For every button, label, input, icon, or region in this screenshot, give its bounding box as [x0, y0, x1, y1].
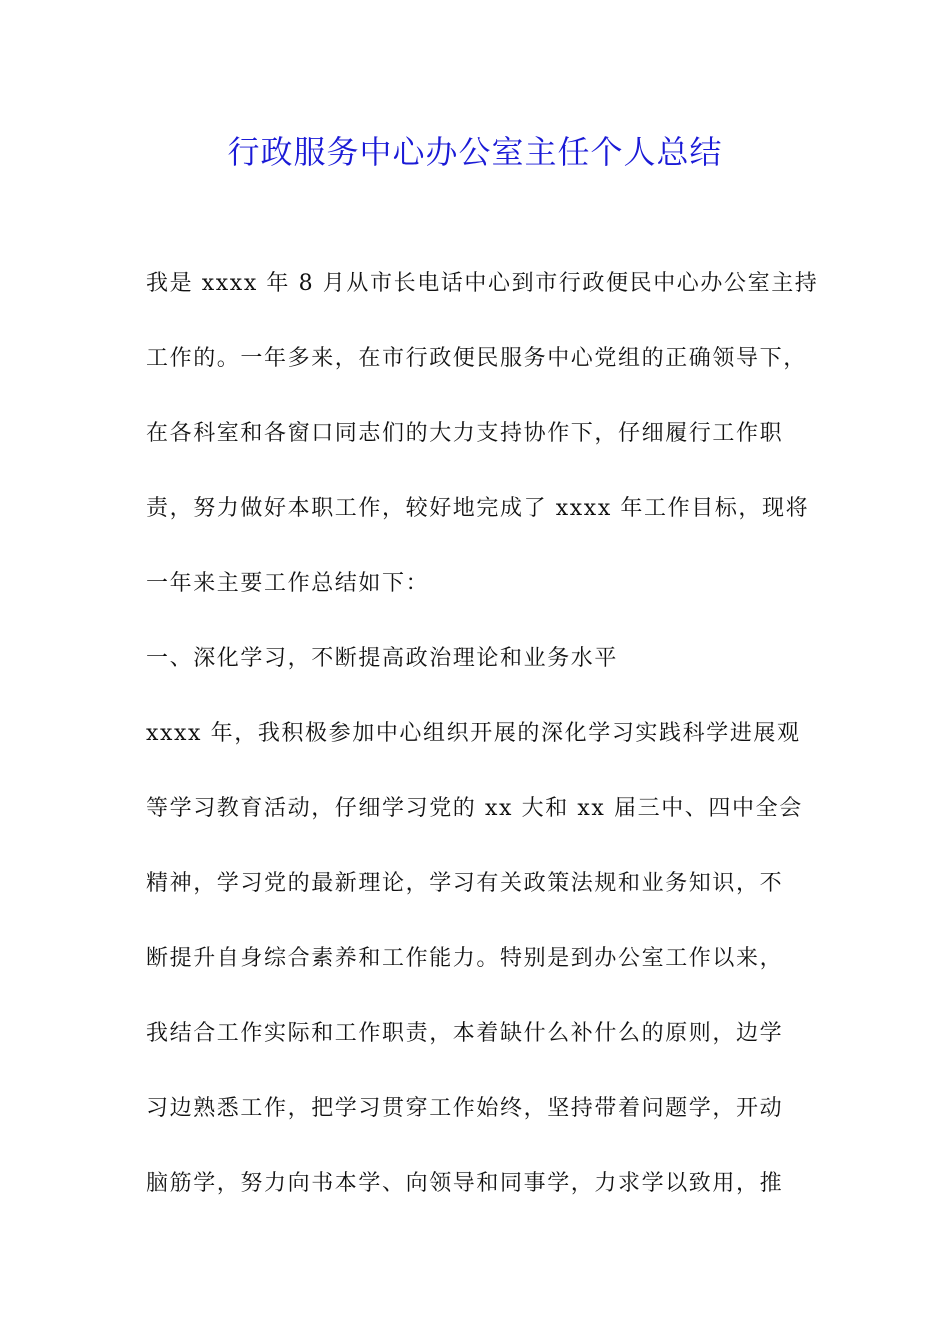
body-line-5: 一年来主要工作总结如下： [146, 571, 430, 596]
section-heading-1: 一、深化学习，不断提高政治理论和业务水平 [146, 646, 619, 671]
document-title: 行政服务中心办公室主任个人总结 [227, 133, 723, 171]
body-line-7: xxxx 年，我积极参加中心组织开展的深化学习实践科学进展观 [146, 721, 801, 746]
body-line-2: 工作的。一年多来，在市行政便民服务中心党组的正确领导下， [146, 346, 807, 371]
body-line-8: 等学习教育活动，仔细学习党的 xx 大和 xx 届三中、四中全会 [146, 796, 803, 821]
document-body [146, 262, 819, 1237]
body-line-9: 精神，学习党的最新理论，学习有关政策法规和业务知识，不 [146, 871, 784, 896]
body-line-11: 我结合工作实际和工作职责，本着缺什么补什么的原则，边学 [146, 1021, 784, 1046]
body-line-3: 在各科室和各窗口同志们的大力支持协作下，仔细履行工作职 [146, 421, 784, 446]
body-line-4: 责，努力做好本职工作，较好地完成了 xxxx 年工作目标，现将 [146, 496, 810, 521]
body-line-13: 脑筋学，努力向书本学、向领导和同事学，力求学以致用，推 [146, 1171, 784, 1196]
body-line-1: 我是 xxxx 年 8 月从市长电话中心到市行政便民中心办公室主持 [146, 271, 819, 296]
body-line-12: 习边熟悉工作，把学习贯穿工作始终，坚持带着问题学，开动 [146, 1096, 784, 1121]
body-line-10: 断提升自身综合素养和工作能力。特别是到办公室工作以来， [146, 946, 784, 971]
